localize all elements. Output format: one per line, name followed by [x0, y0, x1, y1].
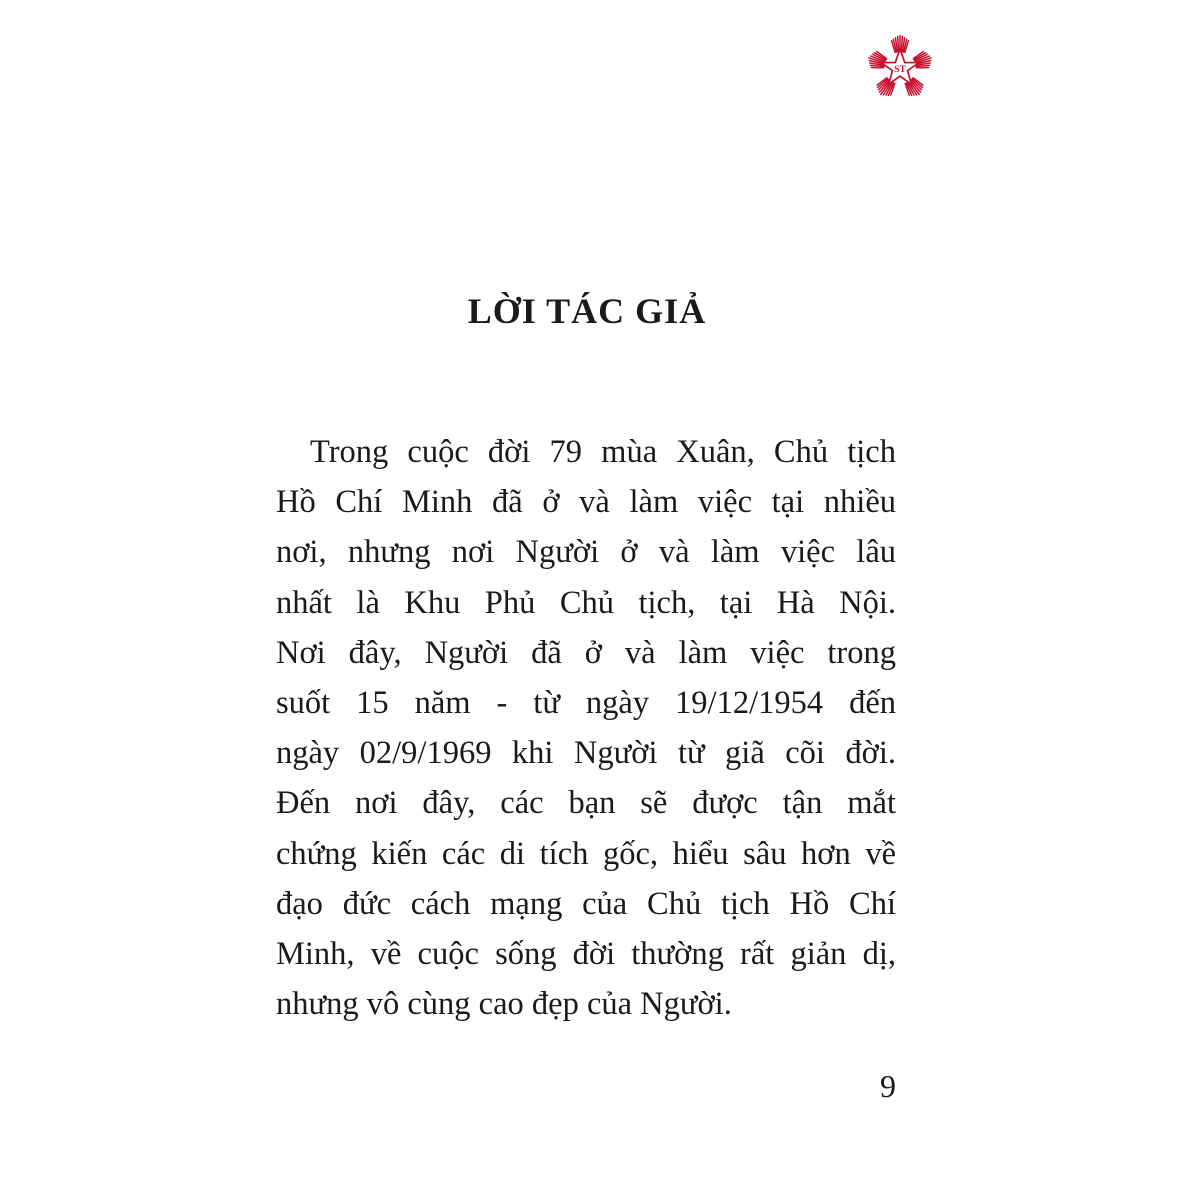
paragraph-line: nhưng vô cùng cao đẹp của Người. [276, 986, 732, 1023]
paragraph-line: đạo đức cách mạng của Chủ tịch Hồ Chí [276, 885, 896, 922]
star-burst-logo-icon [866, 34, 934, 102]
paragraph-line: nơi, nhưng nơi Người ở và làm việc lâu [276, 534, 896, 571]
paragraph-line: Hồ Chí Minh đã ở và làm việc tại nhiều [276, 484, 896, 521]
paragraph-line: nhất là Khu Phủ Chủ tịch, tại Hà Nội. [276, 584, 896, 621]
page-title: LỜI TÁC GIẢ [467, 291, 707, 331]
paragraph-line: suốt 15 năm - từ ngày 19/12/1954 đến [276, 684, 896, 721]
paragraph-line: Minh, về cuộc sống đời thường rất giản dị, [276, 935, 896, 972]
paragraph-line: ngày 02/9/1969 khi Người từ giã cõi đời. [276, 735, 896, 772]
svg-text:ST: ST [894, 65, 906, 76]
paragraph-line: Đến nơi đây, các bạn sẽ được tận mắt [276, 785, 896, 822]
publisher-logo [866, 34, 934, 102]
page-number: 9 [880, 1068, 896, 1104]
paragraph-line: Trong cuộc đời 79 mùa Xuân, Chủ tịch [310, 434, 896, 470]
preface-paragraph [276, 427, 896, 1029]
paragraph-line: chứng kiến các di tích gốc, hiểu sâu hơn về [276, 835, 896, 872]
paragraph-line: Nơi đây, Người đã ở và làm việc trong [276, 634, 896, 671]
